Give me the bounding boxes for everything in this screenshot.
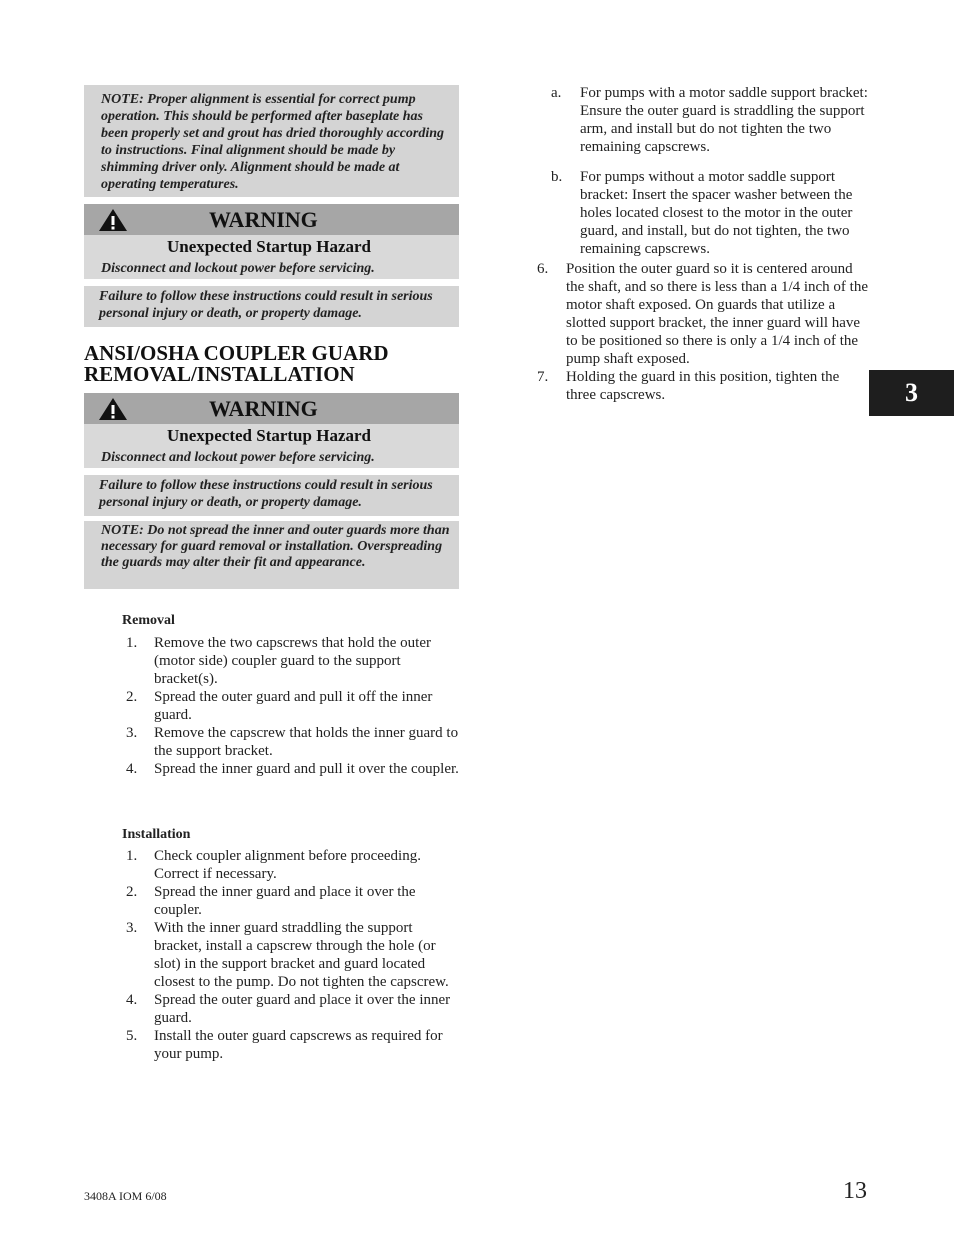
warning-triangle-icon <box>98 397 128 421</box>
warning-hazard-2: Unexpected Startup Hazard <box>167 426 371 445</box>
removal-steps <box>126 634 461 778</box>
document-code: 3408A IOM 6/08 <box>84 1189 167 1203</box>
warning-consequence-1 <box>84 286 459 327</box>
overspreading-note <box>84 521 459 589</box>
warning-header-2 <box>84 393 459 424</box>
installation-heading: Installation <box>122 827 191 842</box>
list-item: 6. Position the outer guard so it is centered around the shaft, and so there is less than a 1/4 inch of the motor shaft exposed. On guards that utilize a slotted support bracket, the inner guard will have to be positioned so there is only a 1/4 inch of the pump shaft exposed. <box>537 261 869 367</box>
substeps-a-b <box>551 84 869 258</box>
warning-body-1 <box>84 235 459 279</box>
section-title: ANSI/OSHA COUPLER GUARD REMOVAL/INSTALLATION <box>84 341 389 386</box>
list-item: 3. With the inner guard straddling the support bracket, install a capscrew through the hole (or slot) in the support bracket and guard located closest to the pump. Do not tighten the capscrew. <box>126 920 449 990</box>
list-item: 2. Spread the inner guard and place it over the coupler. <box>126 884 416 918</box>
warning-title-2: WARNING <box>209 396 318 421</box>
list-item: b. For pumps without a motor saddle support bracket: Insert the spacer washer between the holes located closest to the motor in the outer guard, and install, but do not tighten, the two remaining capscrews. <box>551 169 853 257</box>
list-item: 5. Install the outer guard capscrews as required for your pump. <box>126 1028 443 1062</box>
overspreading-note-text: NOTE: Do not spread the inner and outer guards more than necessary for guard removal or installation. Overspreading the guards may alter their fit and appearance. <box>101 523 450 570</box>
chapter-tab: 3 <box>869 370 954 416</box>
warning-box-2 <box>84 393 459 468</box>
warning-consequence-text-1: Failure to follow these instructions could result in serious personal injury or death, or property damage. <box>99 289 433 321</box>
warning-triangle-icon <box>98 208 128 232</box>
removal-heading: Removal <box>122 613 175 628</box>
alignment-note-text: NOTE: Proper alignment is essential for correct pump operation. This should be performed after baseplate has been properly set and grout has dried thoroughly according to instructions. Final alignment should be made by shimming driver only. Alignment should be made at operating temperatures. <box>101 92 445 192</box>
list-item: 1. Remove the two capscrews that hold the outer (motor side) coupler guard to the support bracket(s). <box>126 635 432 687</box>
warning-title-1: WARNING <box>209 207 318 232</box>
warning-body-2 <box>84 424 459 468</box>
page-number: 13 <box>843 1178 867 1204</box>
warning-instruction-2: Disconnect and lockout power before servicing. <box>101 450 375 465</box>
list-item: 7. Holding the guard in this position, tighten the three capscrews. <box>537 369 840 403</box>
alignment-note <box>84 85 459 197</box>
warning-instruction-1: Disconnect and lockout power before servicing. <box>101 261 375 276</box>
list-item: 3. Remove the capscrew that holds the inner guard to the support bracket. <box>126 725 459 759</box>
warning-consequence-text-2: Failure to follow these instructions could result in serious personal injury or death, or property damage. <box>99 478 433 510</box>
list-item: 1. Check coupler alignment before proceeding. Correct if necessary. <box>126 848 421 882</box>
list-item: 4. Spread the inner guard and pull it over the coupler. <box>126 761 459 777</box>
warning-box-1 <box>84 204 459 279</box>
list-item: a. For pumps with a motor saddle support bracket: Ensure the outer guard is straddling the support arm, and install but do not tighten the two remaining capscrews. <box>551 85 868 155</box>
warning-consequence-2 <box>84 475 459 516</box>
installation-steps <box>126 847 461 1063</box>
steps-6-7 <box>537 260 869 404</box>
warning-hazard-1: Unexpected Startup Hazard <box>167 237 371 256</box>
warning-header-1 <box>84 204 459 235</box>
list-item: 4. Spread the outer guard and place it over the inner guard. <box>126 992 451 1026</box>
list-item: 2. Spread the outer guard and pull it off the inner guard. <box>126 689 433 723</box>
